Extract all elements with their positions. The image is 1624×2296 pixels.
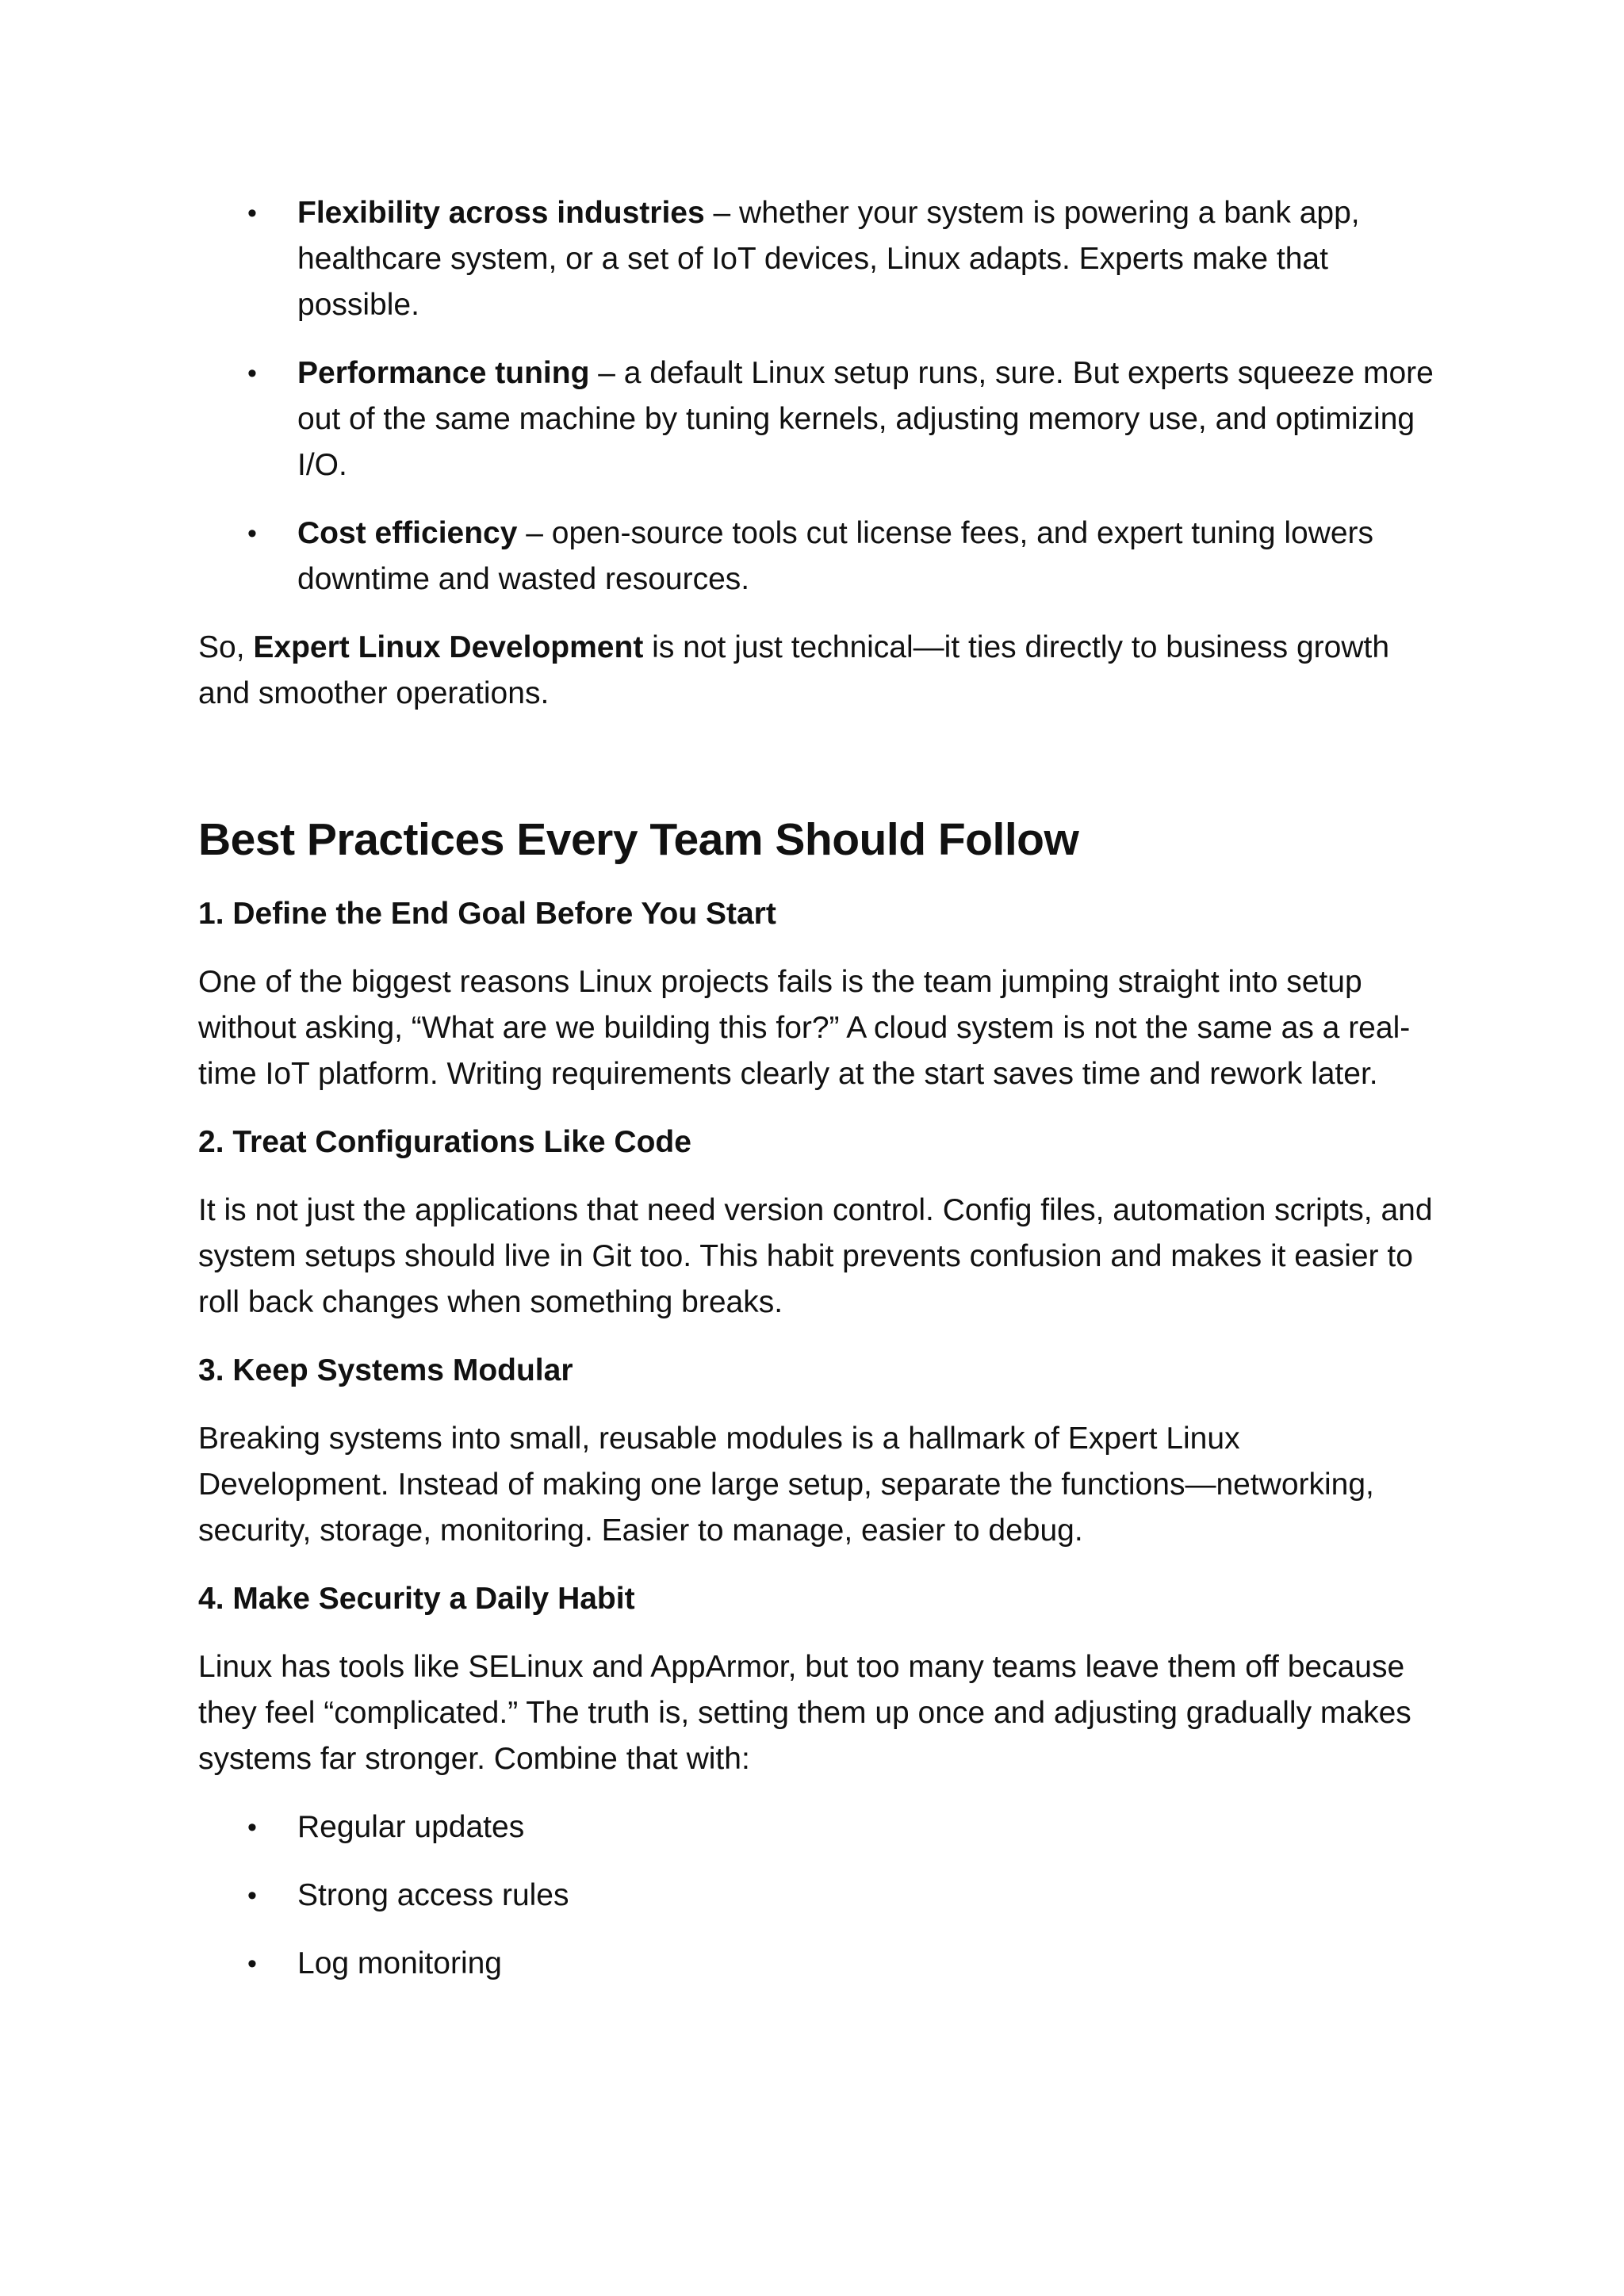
intro-bullet-list xyxy=(198,190,1435,603)
practice-body: It is not just the applications that need version control. Config files, automation scripts, and system setups should live in Git too. This habit prevents confusion and makes it easier to roll back changes when something breaks. xyxy=(198,1193,1433,1319)
list-item xyxy=(198,350,1435,488)
document-page xyxy=(198,190,1435,1987)
bullet-icon: • xyxy=(247,519,257,549)
summary-pre: So, xyxy=(198,630,254,664)
list-item xyxy=(198,190,1435,328)
practice-body: Breaking systems into small, reusable modules is a hallmark of Expert Linux Development. Instead of making one large setup, separate the functions—networking, security, storage, monitoring. Easier to manage, easier to debug. xyxy=(198,1422,1374,1548)
bullet-icon: • xyxy=(247,358,257,388)
list-item xyxy=(198,1873,1435,1919)
bullet-text: – whether your system is powering a bank app, healthcare system, or a set of IoT devices, Linux adapts. Experts make that possible. xyxy=(297,196,1360,322)
list-item xyxy=(198,511,1435,603)
bullet-text: Regular updates xyxy=(297,1810,525,1844)
bullet-text: – open-source tools cut license fees, and expert tuning lowers downtime and wasted resources. xyxy=(297,516,1374,596)
practice-heading: 3. Keep Systems Modular xyxy=(198,1353,573,1387)
security-bullet-list xyxy=(198,1804,1435,1987)
bullet-text: Log monitoring xyxy=(297,1946,502,1980)
bullet-text: – a default Linux setup runs, sure. But experts squeeze more out of the same machine by tuning kernels, adjusting memory use, and optimizing I/O. xyxy=(297,356,1434,482)
bullet-term: Flexibility across industries xyxy=(297,196,705,230)
bullet-icon: • xyxy=(247,198,257,228)
bullet-icon: • xyxy=(247,1812,257,1843)
summary-term: Expert Linux Development xyxy=(253,630,644,664)
summary-post: is not just technical—it ties directly to business growth and smoother operations. xyxy=(198,630,1390,710)
practice-heading: 4. Make Security a Daily Habit xyxy=(198,1582,635,1616)
list-item xyxy=(198,1941,1435,1987)
practice-heading: 1. Define the End Goal Before You Start xyxy=(198,897,776,931)
section-title: Best Practices Every Team Should Follow xyxy=(198,814,1079,865)
practice-body: One of the biggest reasons Linux projects fails is the team jumping straight into setup without asking, “What are we building this for?” A cloud system is not the same as a real-time IoT platform. Writing requirements clearly at the start saves time and rework later. xyxy=(198,965,1411,1091)
practice-heading: 2. Treat Configurations Like Code xyxy=(198,1125,691,1159)
summary-paragraph xyxy=(198,625,1435,717)
bullet-icon: • xyxy=(247,1949,257,1979)
practice-body: Linux has tools like SELinux and AppArmor, but too many teams leave them off because they feel “complicated.” The truth is, setting them up once and adjusting gradually makes systems far stronger. Combine that with: xyxy=(198,1650,1411,1776)
list-item xyxy=(198,1804,1435,1850)
bullet-icon: • xyxy=(247,1881,257,1911)
bullet-term: Performance tuning xyxy=(297,356,590,390)
bullet-term: Cost efficiency xyxy=(297,516,518,550)
bullet-text: Strong access rules xyxy=(297,1878,569,1912)
